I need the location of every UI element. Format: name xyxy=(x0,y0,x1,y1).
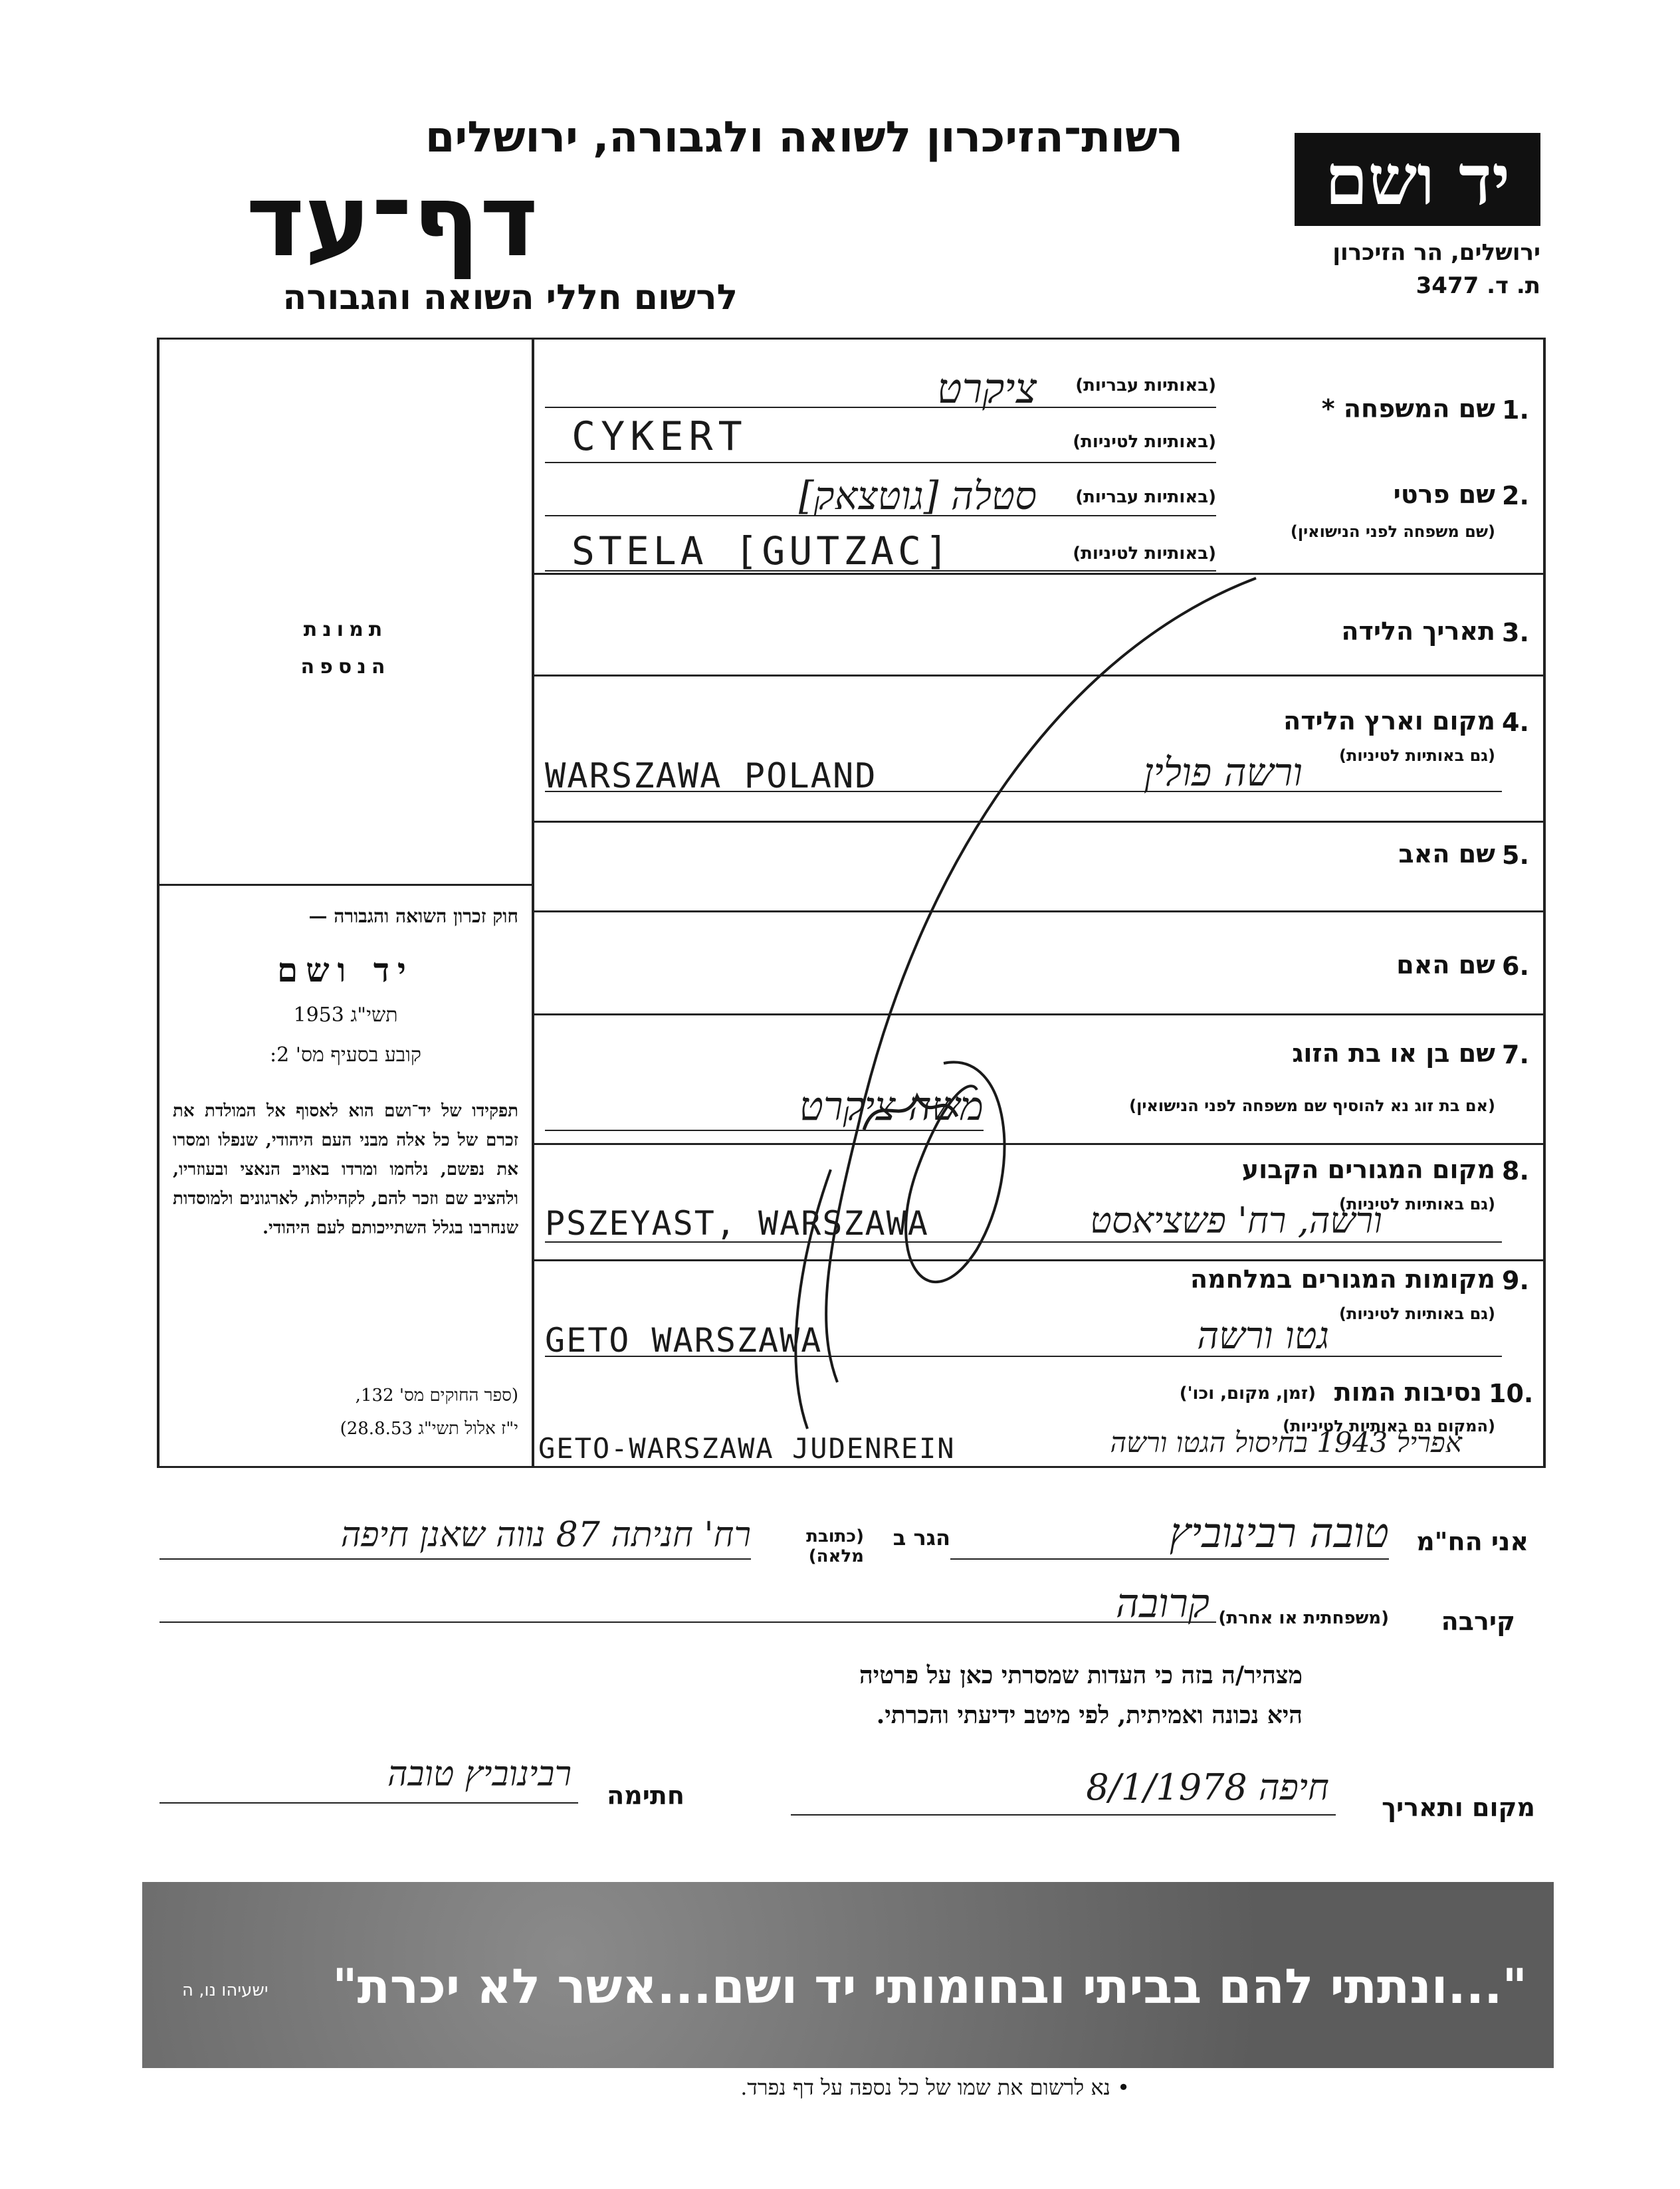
page-title: דף־עד xyxy=(246,163,538,279)
field-9-value-hebrew: גטו ורשה xyxy=(1197,1314,1329,1358)
field-8-value-hebrew: ורשה, רח' פשציאסט xyxy=(1090,1199,1382,1241)
field-1-sub-latin: (באותיות לטיניות) xyxy=(1073,432,1216,452)
declarant-name: טובה רבינוביץ xyxy=(1169,1509,1389,1557)
field-8-note: (גם באותיות לטיניות) xyxy=(1339,1195,1495,1213)
field-2-value-hebrew: סטלה [גוטצאק] xyxy=(798,473,1037,518)
page-subtitle: לרשום חללי השואה והגבורה xyxy=(282,278,738,318)
signature: רבינוביץ טובה xyxy=(387,1754,572,1794)
place-date-value: חיפה 8/1/1978 xyxy=(1086,1766,1329,1808)
field-1-value-latin: CYKERT xyxy=(572,413,748,460)
field-6-label: שם האם xyxy=(1396,950,1495,980)
field-2-sub-hebrew: (באותיות עבריות) xyxy=(1075,487,1216,507)
law-clause: קובע בסעיף מס' 2: xyxy=(270,1043,421,1067)
place-date-label: מקום ותאריך xyxy=(1382,1793,1535,1822)
field-2-value-latin: STELA [GUTZAC] xyxy=(572,528,952,573)
law-reference-2: י"ז אלול תשי"ג 28.8.53) xyxy=(340,1419,518,1439)
field-8-label: מקום המגורים הקבוע xyxy=(1241,1155,1495,1184)
field-9-value-latin: GETO WARSZAWA xyxy=(545,1321,823,1360)
signature-label: חתימה xyxy=(607,1781,684,1810)
field-4-value-hebrew: ורשה פולין xyxy=(1143,750,1303,795)
declaration-statement-2: היא נכונה ואמיתית, לפי מיטב ידיעתי והכרתי. xyxy=(876,1701,1303,1729)
logo-po-box: ת. ד. 3477 xyxy=(1416,272,1540,299)
footer-note: • נא לרשום את שמו של כל נספה על דף נפרד. xyxy=(740,2075,1130,2100)
field-1-label: שם המשפחה * xyxy=(1321,394,1495,423)
pen-stroke-loop xyxy=(906,1062,1004,1282)
field-4-value-latin: WARSZAWA POLAND xyxy=(545,756,877,796)
field-9-number: 9. xyxy=(1502,1266,1529,1295)
field-2-number: 2. xyxy=(1502,481,1529,510)
law-reference-1: (ספר החוקים מס' 132, xyxy=(355,1386,518,1406)
field-2-note: (שם משפחה לפני הנישואין) xyxy=(1290,522,1495,541)
field-4-number: 4. xyxy=(1502,708,1529,737)
field-10-value-latin: GETO-WARSZAWA JUDENREIN xyxy=(538,1432,956,1465)
field-10-value-hebrew: אפריל 1943 בחיסול הגטו ורשה xyxy=(1110,1426,1462,1459)
relation-note: (משפחתית או אחרת) xyxy=(1218,1608,1389,1628)
declarant-address-note: (כתובת מלאה) xyxy=(806,1526,864,1566)
field-10-label-note: (זמן, מקום, וכו') xyxy=(1179,1384,1316,1404)
photo-label-line2: הנספה xyxy=(300,655,391,678)
relation-label: קירבה xyxy=(1441,1607,1515,1636)
field-10-number: 10. xyxy=(1489,1379,1534,1408)
banner-source: ישעיהו נו, ה xyxy=(182,1980,268,2000)
declarant-resides-label: הגר ב xyxy=(892,1525,950,1550)
field-4-label: מקום וארץ הלידה xyxy=(1283,706,1495,736)
law-text: תפקידו של יד־ושם הוא לאסוף אל המולדת את זכרם של כל אלה מבני העם היהודי, שנפלו ומסרו את נפשם, נלחמו ומרדו באויב הנאצי ובעוזריו, ולהציב שם וזכר להם, לקהילות, לארגונים ולמוסדות שנחרבו בגלל השתייכותם לעם היהודי. xyxy=(173,1101,518,1238)
field-7-number: 7. xyxy=(1502,1040,1529,1069)
declarant-address: רח' חניתה 87 נווה שאנן חיפה xyxy=(340,1515,751,1555)
photo-label-line1: תמונת xyxy=(303,618,388,641)
field-9-note: (גם באותיות לטיניות) xyxy=(1339,1304,1495,1323)
law-title: חוק זכרון השואה והגבורה — xyxy=(308,905,518,927)
field-10-label: נסיבות המות xyxy=(1334,1378,1482,1407)
field-7-note: (אם בת זוג נא להוסיף שם משפחה לפני הנישואין) xyxy=(1129,1096,1495,1115)
field-3-label: תאריך הלידה xyxy=(1341,617,1495,646)
field-5-label: שם האב xyxy=(1398,839,1495,869)
law-year: תשי"ג 1953 xyxy=(293,1003,398,1027)
declaration-statement-1: מצהיר/ה בזה כי העדות שמסרתי כאן על פרטיה xyxy=(859,1661,1303,1689)
authority-title: רשות־הזיכרון לשואה ולגבורה, ירושלים xyxy=(425,113,1183,162)
field-10-note: (המקום גם באותיות לטיניות) xyxy=(1283,1417,1495,1435)
field-8-value-latin: PSZEYAST, WARSZAWA xyxy=(545,1204,929,1243)
field-1-number: 1. xyxy=(1502,395,1529,425)
field-1-sub-hebrew: (באותיות עבריות) xyxy=(1075,375,1216,395)
field-7-value-hebrew: משה ציקרט xyxy=(799,1083,984,1130)
banner-quote: "...ונתתי להם בביתי ובחומותי יד ושם...אשר לא יכרת" xyxy=(332,1958,1527,2014)
field-3-number: 3. xyxy=(1502,618,1529,647)
field-8-number: 8. xyxy=(1502,1156,1529,1186)
field-4-note: (גם באותיות לטיניות) xyxy=(1339,746,1495,765)
pen-stroke-long xyxy=(826,578,1256,1382)
relation-value: קרובה xyxy=(1115,1580,1209,1627)
field-9-label: מקומות המגורים במלחמה xyxy=(1190,1265,1495,1294)
logo-subtitle: ירושלים, הר הזיכרון xyxy=(1332,239,1540,266)
field-5-number: 5. xyxy=(1502,841,1529,870)
field-7-label: שם בן או בת הזוג xyxy=(1292,1039,1495,1068)
law-name: יד ושם xyxy=(277,950,414,990)
field-2-label: שם פרטי xyxy=(1393,480,1495,509)
logo-text: יד ושם xyxy=(1324,138,1511,221)
field-1-value-hebrew: ציקרט xyxy=(937,364,1037,413)
declarant-prefix: אני הח"מ xyxy=(1416,1527,1528,1556)
field-6-number: 6. xyxy=(1502,952,1529,981)
field-2-sub-latin: (באותיות לטיניות) xyxy=(1073,544,1216,564)
